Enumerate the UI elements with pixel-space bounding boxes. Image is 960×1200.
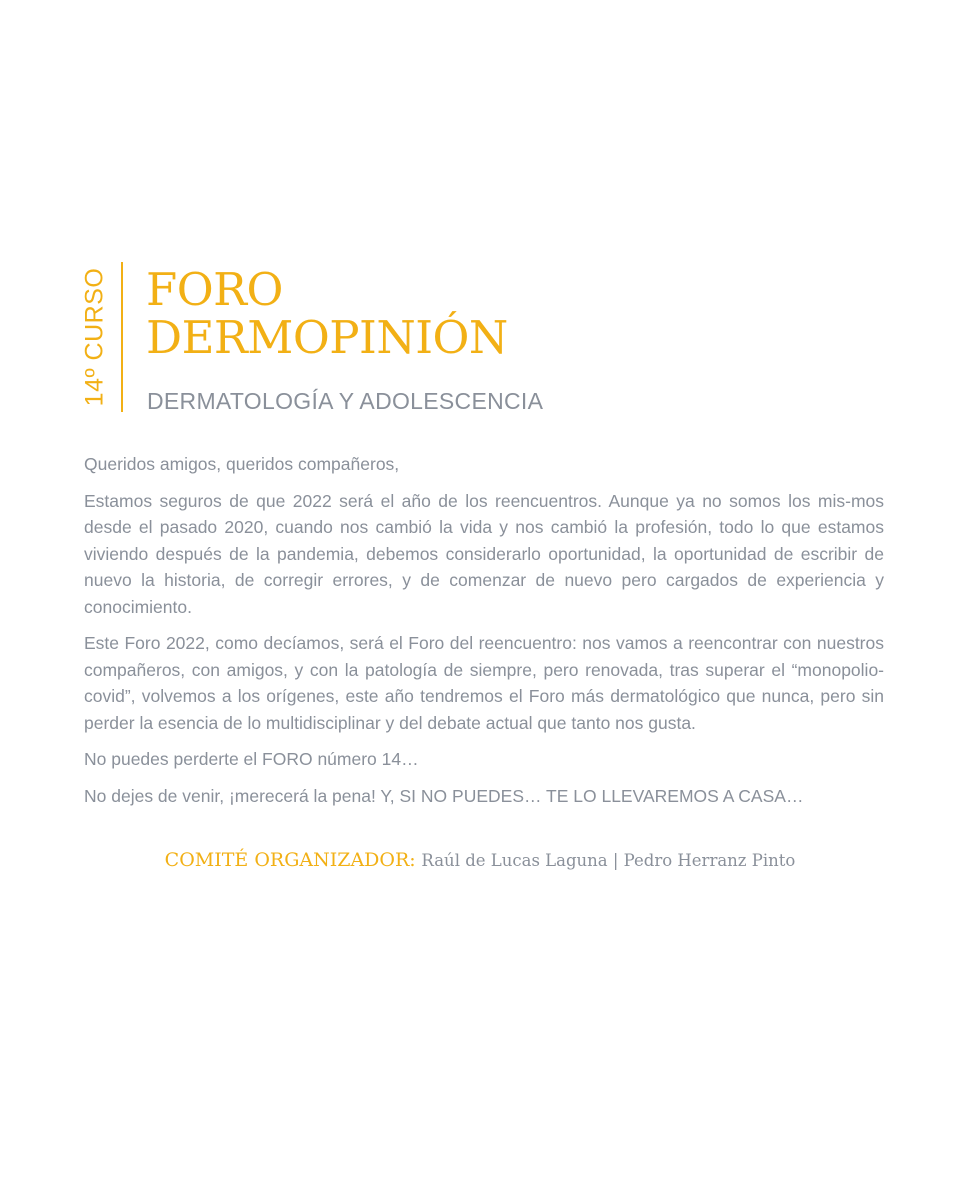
course-number-label: [80, 262, 110, 412]
closing-paragraph: No dejes de venir, ¡merecerá la pena! Y, SI NO PUEDES… TE LO LLEVAREMOS A CASA…: [84, 785, 804, 806]
greeting-paragraph: Queridos amigos, queridos compañeros,: [84, 454, 400, 474]
body-paragraph: No puedes perderte el FORO número 14…: [84, 749, 419, 769]
organizing-committee: [0, 847, 960, 874]
title-line-2: DERMOPINIÓN: [146, 311, 508, 364]
body-paragraph: Este Foro 2022, como decíamos, será el Foro del reencuentro: nos vamos a reencontrar con nuestros compañeros, con amigos, y con la patología de siempre, pero renovada, tras superar el “monopolio-covid”, volvemos a los orígenes, este año tendremos el Foro más dermatológico que nunca, pero sin perder la esencia de lo multidisciplinar y del debate actual que tanto nos gusta.: [84, 633, 884, 733]
committee-label: COMITÉ ORGANIZADOR:: [164, 849, 416, 871]
page-subtitle: DERMATOLOGÍA Y ADOLESCENCIA: [147, 388, 544, 414]
page-title: [146, 263, 508, 364]
title-line-1: FORO: [146, 263, 283, 316]
committee-names: Raúl de Lucas Laguna | Pedro Herranz Pinto: [421, 851, 796, 870]
body-paragraph: Estamos seguros de que 2022 será el año de los reencuentros. Aunque ya no somos los mis-mos desde el pasado 2020, cuando nos cambió la vida y nos cambió la profesión, todo lo que estamos viviendo después de la pandemia, debemos considerarlo oportunidad, la oportunidad de escribir de nuevo la historia, de corregir errores, y de comenzar de nuevo pero cargados de experiencia y conocimiento.: [84, 490, 884, 617]
course-number-text: 14º CURSO: [80, 267, 109, 407]
header-divider: [121, 262, 123, 412]
letter-body: [84, 451, 884, 819]
